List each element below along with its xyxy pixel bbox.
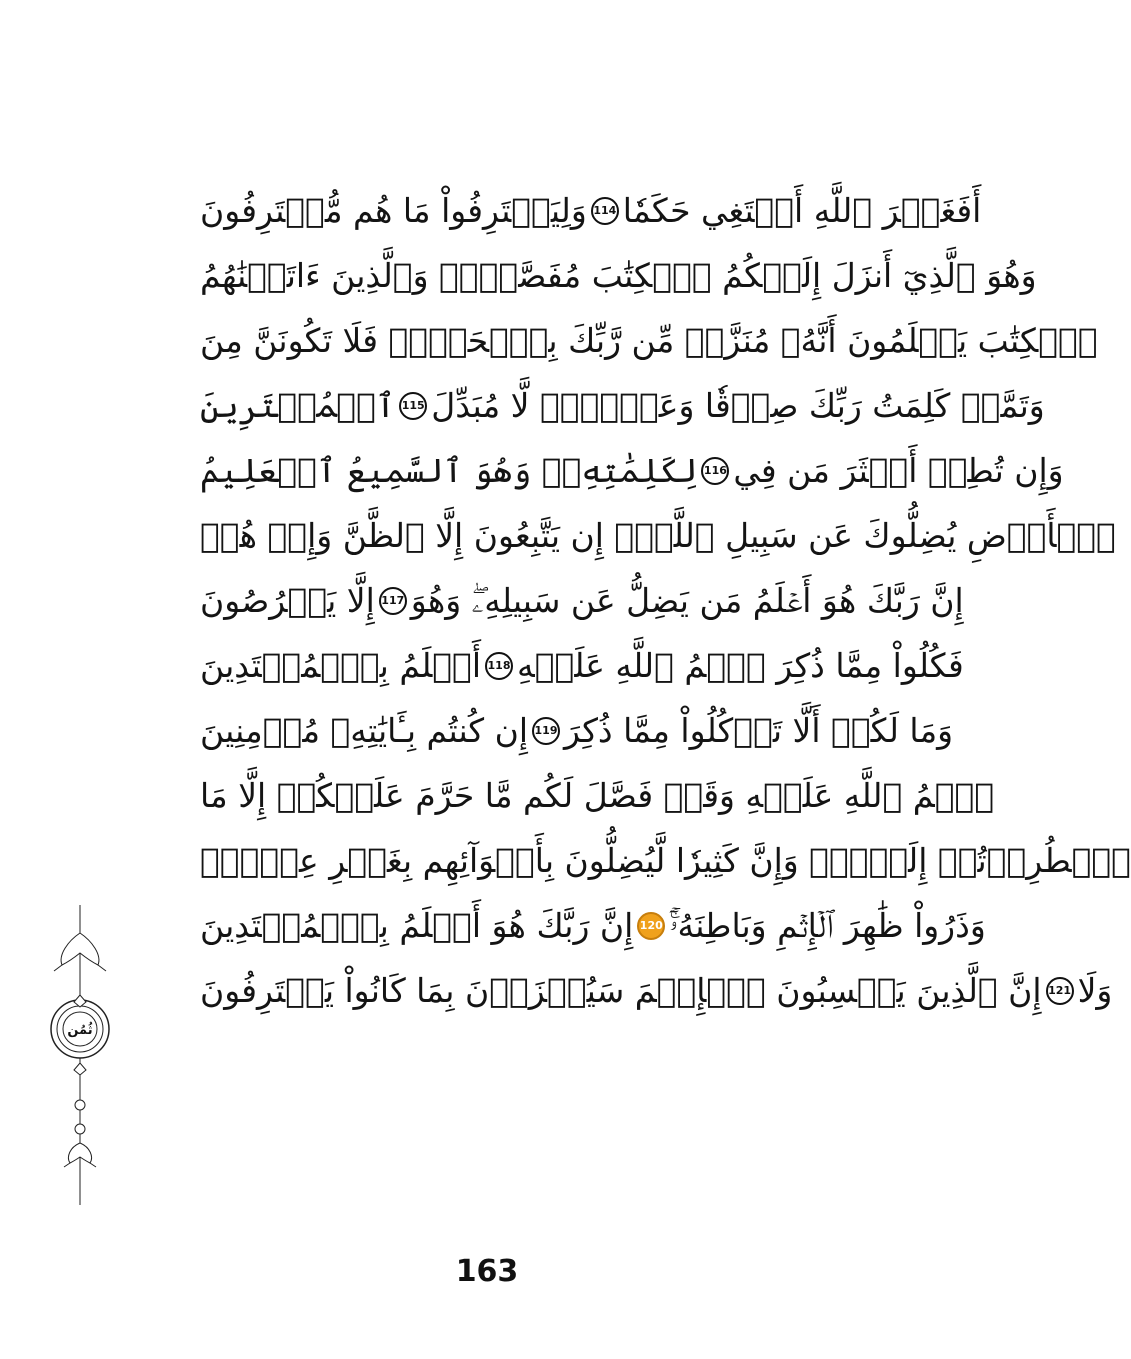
line-segment: وَإِن تُطِعۡ أَكۡثَرَ مَن فِي xyxy=(733,451,1064,490)
line-segment: وَلَا xyxy=(1077,971,1113,1010)
text-line xyxy=(200,698,954,763)
line-segment: ٱلۡأَرۡضِ يُضِلُّوكَ عَن سَبِيلِ ٱللَّهِۚ إِن يَتَّبِعُونَ إِلَّا ٱلظَّنَّ وَإِنۡ هُمۡ xyxy=(200,516,1116,555)
line-segment: إِنَّ ٱلَّذِينَ يَكۡسِبُونَ ٱلۡإِثۡمَ سَيُجۡزَوۡنَ بِمَا كَانُواْ يَقۡتَرِفُونَ xyxy=(200,971,1042,1010)
line-segment: لِكَلِمَٰتِهِۦۚ وَهُوَ ٱلسَّمِيعُ ٱلۡعَلِيمُ xyxy=(200,451,698,490)
line-segment: ٱسۡمُ ٱللَّهِ عَلَيۡهِ وَقَدۡ فَصَّلَ لَكُم مَّا حَرَّمَ عَلَيۡكُمۡ إِلَّا مَا xyxy=(200,776,995,815)
line-segment: إِنَّ رَبَّكَ هُوَ أَعۡلَمُ مَن يَضِلُّ عَن سَبِيلِهِۦۖ وَهُوَ xyxy=(410,581,964,620)
line-segment: ٱضۡطُرِرۡتُمۡ إِلَيۡهِۗ وَإِنَّ كَثِيرٗا لَّيُضِلُّونَ بِأَهۡوَآئِهِم بِغَيۡرِ عِلۡمٍۚ xyxy=(200,841,1131,880)
line-segment: وَذَرُواْ ظَٰهِرَ ٱلۡإِثۡمِ وَبَاطِنَهُۥٓۚ xyxy=(669,906,986,945)
line-segment: أَعۡلَمُ بِٱلۡمُهۡتَدِينَ xyxy=(200,646,482,685)
line-segment: إِن كُنتُم بِـَٔايَٰتِهِۦ مُؤۡمِنِينَ xyxy=(200,711,529,750)
page-number: 163 xyxy=(455,1254,519,1289)
verse-number-marker: 114 xyxy=(591,197,619,225)
text-line xyxy=(200,178,982,243)
line-segment: وَتَمَّتۡ كَلِمَتُ رَبِّكَ صِدۡقٗا وَعَدۡلٗاۚ لَّا مُبَدِّلَ xyxy=(431,386,1045,425)
line-segment: فَكُلُواْ مِمَّا ذُكِرَ ٱسۡمُ ٱللَّهِ عَلَيۡهِ xyxy=(517,646,964,685)
text-line xyxy=(200,763,995,828)
line-segment: وَلِيَقۡتَرِفُواْ مَا هُم مُّقۡتَرِفُونَ xyxy=(200,191,587,230)
verse-text-block xyxy=(200,178,1131,1023)
verse-number-marker: 115 xyxy=(399,392,427,420)
text-line xyxy=(200,893,986,958)
line-segment: أَفَغَيۡرَ ٱللَّهِ أَبۡتَغِي حَكَمٗا xyxy=(622,191,982,230)
text-line xyxy=(200,633,964,698)
thumun-label: ثُمُن xyxy=(67,1023,93,1038)
verse-number-marker: 121 xyxy=(1046,977,1074,1005)
line-segment: ٱلۡكِتَٰبَ يَعۡلَمُونَ أَنَّهُۥ مُنَزَّلٞ مِّن رَّبِّكَ بِٱلۡحَقِّۖ فَلَا تَكُونَنَّ مِنَ xyxy=(200,321,1098,360)
verse-number-marker: 117 xyxy=(379,587,407,615)
text-line xyxy=(200,828,1131,893)
verse-number-marker-highlighted: 120 xyxy=(637,912,665,940)
text-line xyxy=(200,243,1037,308)
text-line xyxy=(200,308,1098,373)
line-segment: وَمَا لَكُمۡ أَلَّا تَأۡكُلُواْ مِمَّا ذُكِرَ xyxy=(564,711,954,750)
text-line xyxy=(200,373,1045,438)
text-line xyxy=(200,438,1064,503)
text-line xyxy=(200,958,1113,1023)
verse-number-marker: 119 xyxy=(532,717,560,745)
line-segment: إِلَّا يَخۡرُصُونَ xyxy=(200,581,375,620)
verse-number-marker: 116 xyxy=(701,457,729,485)
verse-number-marker: 118 xyxy=(485,652,513,680)
text-line xyxy=(200,568,964,633)
line-segment: وَهُوَ ٱلَّذِيٓ أَنزَلَ إِلَيۡكُمُ ٱلۡكِتَٰبَ مُفَصَّلٗاۚ وَٱلَّذِينَ ءَاتَيۡنَٰهُمُ xyxy=(200,256,1037,295)
line-segment: إِنَّ رَبَّكَ هُوَ أَعۡلَمُ بِٱلۡمُعۡتَدِينَ xyxy=(200,906,634,945)
line-segment: ٱلۡمُمۡتَرِينَ xyxy=(200,386,396,425)
thumun-margin-ornament-icon xyxy=(40,905,120,1205)
text-line xyxy=(200,503,1116,568)
